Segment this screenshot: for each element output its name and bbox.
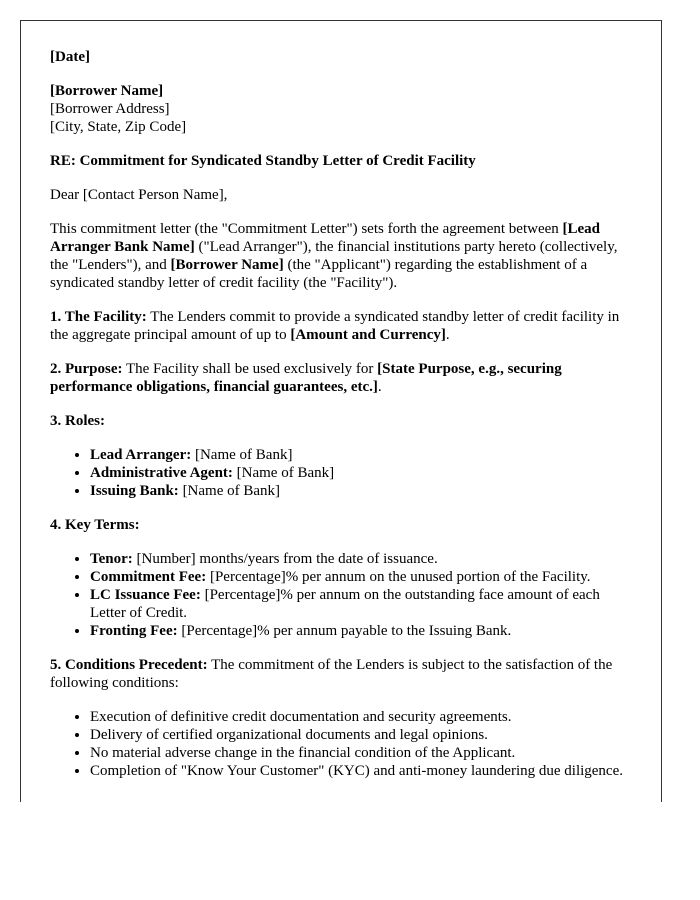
list-item [90,482,632,500]
key-terms-heading [50,516,632,534]
list-item [90,550,632,568]
conditions-section [50,656,632,692]
list-item: • Execution of definitive credit documentation and security agreements. [90,708,632,726]
list-item: • Delivery of certified organizational documents and legal opinions. [90,726,632,744]
intro-b2: [Borrower Name] [170,257,284,273]
date [50,48,632,66]
purpose-section [50,360,632,396]
role-label: Lead Arranger: [90,447,192,463]
facility-heading: 1. The Facility: [50,309,147,325]
subject-text: RE: Commitment for Syndicated Standby Letter of Credit Facility [50,153,476,169]
intro-t1: This commitment letter (the "Commitment Letter") sets forth the agreement between [50,221,563,237]
list-item: • Completion of "Know Your Customer" (KYC) and anti-money laundering due diligence. [90,762,632,780]
conditions-heading: 5. Conditions Precedent: [50,657,208,673]
facility-t2: . [445,327,450,343]
roles-heading-text: 3. Roles: [50,413,105,429]
term-label: Fronting Fee: [90,623,178,639]
key-terms-list [50,550,632,640]
list-item [90,568,632,586]
letter-page [20,20,662,802]
conditions-text: The commitment of the Lenders is subject to the satisfaction of the following conditions: [50,657,613,691]
conditions-list [50,708,632,780]
list-item [90,622,632,640]
term-value: [Number] months/years from the date of issuance. [132,551,438,567]
borrower-block [50,82,632,136]
role-label: Administrative Agent: [90,465,233,481]
borrower-address: [Borrower Address] [50,101,170,117]
role-value: [Name of Bank] [232,465,335,481]
salutation: Dear [Contact Person Name], [50,187,228,203]
term-value: [Percentage]% per annum on the unused portion of the Facility. [206,569,591,585]
role-value: [Name of Bank] [178,483,281,499]
borrower-name: [Borrower Name] [50,83,164,99]
role-value: [Name of Bank] [191,447,293,463]
intro-t3: (the "Applicant") regarding the establishment of a syndicated standby letter of credit facility (the "Facility"). [50,257,588,291]
date-text: [Date] [50,49,90,65]
facility-section [50,308,632,344]
term-value: [Percentage]% per annum on the outstanding face amount of each Letter of Credit. [90,587,600,621]
purpose-t1: The Facility shall be used exclusively for [122,361,378,377]
roles-heading [50,412,632,430]
term-value: [Percentage]% per annum payable to the Issuing Bank. [177,623,512,639]
key-terms-heading-text: 4. Key Terms: [50,517,140,533]
facility-t1: The Lenders commit to provide a syndicated standby letter of credit facility in the aggregate principal amount of up to [50,309,620,343]
term-label: Commitment Fee: [90,569,207,585]
term-label: Tenor: [90,551,133,567]
borrower-city: [City, State, Zip Code] [50,119,187,135]
intro-t2: ("Lead Arranger"), the financial institutions party hereto (collectively, the "Lenders"), and [50,239,618,273]
intro-paragraph [50,220,632,292]
role-label: Issuing Bank: [90,483,179,499]
purpose-text: [State Purpose, e.g., securing performance obligations, financial guarantees, etc.] [50,361,562,395]
list-item [90,586,632,622]
facility-amount: [Amount and Currency] [290,327,446,343]
list-item [90,464,632,482]
roles-list [50,446,632,500]
subject-line [50,152,632,170]
term-label: LC Issuance Fee: [90,587,201,603]
list-item: • No material adverse change in the financial condition of the Applicant. [90,744,632,762]
list-item [90,446,632,464]
purpose-t2: . [377,379,382,395]
purpose-heading: 2. Purpose: [50,361,123,377]
intro-b1: [Lead Arranger Bank Name] [50,221,601,255]
